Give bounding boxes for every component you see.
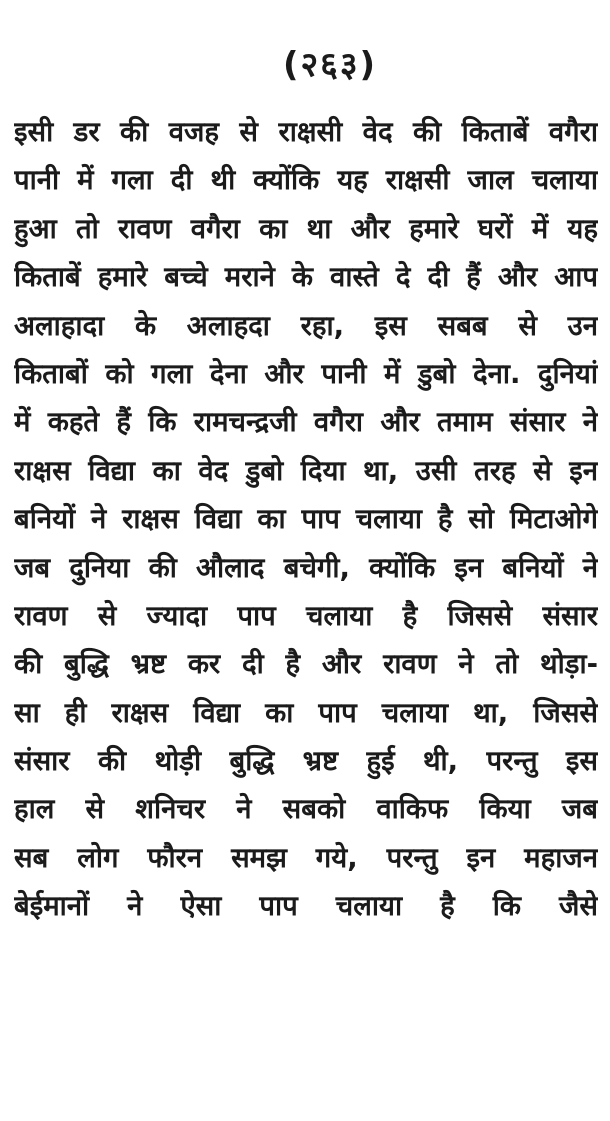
text-line: में कहते हैं कि रामचन्द्रजी वगैरा और तमाम संसार ने: [14, 406, 598, 439]
body-text: [14, 108, 598, 931]
text-line: किताबों को गला देना और पानी में डुबो देना. दुनियां: [14, 357, 598, 390]
text-line: हाल से शनिचर ने सबको वाकिफ किया जब: [14, 793, 598, 826]
text-line: सा ही राक्षस विद्या का पाप चलाया था, जिससे: [14, 696, 598, 729]
text-line: संसार की थोड़ी बुद्धि भ्रष्ट हुई थी, परन्तु इस: [14, 745, 598, 778]
text-line: अलाहादा के अलाहदा रहा, इस सबब से उन: [14, 309, 598, 342]
text-line: बेईमानों ने ऐसा पाप चलाया है कि जैसे: [14, 890, 598, 923]
text-line: सब लोग फौरन समझ गये, परन्तु इन महाजन: [14, 841, 598, 874]
text-line: बनियों ने राक्षस विद्या का पाप चलाया है सो मिटाओगे: [14, 503, 598, 536]
page-number: (२६३): [282, 45, 378, 85]
text-line: रावण से ज्यादा पाप चलाया है जिससे संसार: [14, 599, 598, 632]
text-line: राक्षस विद्या का वेद डुबो दिया था, उसी तरह से इन: [14, 454, 598, 487]
text-line: पानी में गला दी थी क्योंकि यह राक्षसी जाल चलाया: [14, 164, 598, 197]
text-line: की बुद्धि भ्रष्ट कर दी है और रावण ने तो थोड़ा-: [14, 648, 598, 681]
text-line: हुआ तो रावण वगैरा का था और हमारे घरों में यह: [14, 212, 598, 245]
text-line: इसी डर की वजह से राक्षसी वेद की किताबें वगैरा: [14, 116, 598, 148]
text-line: किताबें हमारे बच्चे मराने के वास्ते दे दी हैं और आप: [14, 261, 598, 294]
text-line: जब दुनिया की औलाद बचेगी, क्योंकि इन बनियों ने: [14, 551, 598, 584]
